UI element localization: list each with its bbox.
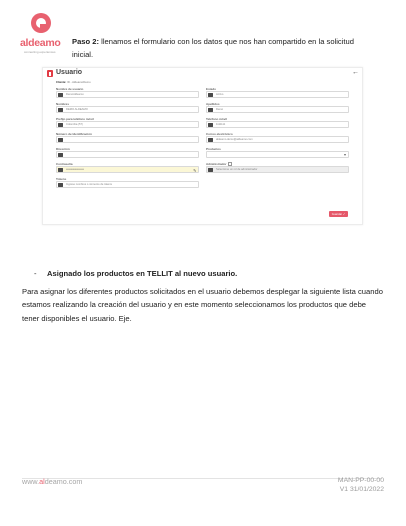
breadcrumb xyxy=(56,80,91,84)
email-label: Correo electrónico xyxy=(206,132,233,136)
step-paragraph xyxy=(72,35,372,61)
first-name-label: Nombres xyxy=(56,102,70,106)
first-name-field[interactable] xyxy=(56,106,199,113)
id-number-field[interactable] xyxy=(56,136,199,143)
breadcrumb-value: ID - AldeamoDemo xyxy=(67,80,91,84)
last-name-label: Apellidos xyxy=(206,102,220,106)
phone-prefix-value: Colombia (57) xyxy=(66,123,83,127)
products-label: Productos xyxy=(206,147,221,151)
tokens-value: Ingrese nombres o números de tokens xyxy=(66,183,113,187)
username-label: Nombre de usuario xyxy=(56,87,84,91)
status-label: Estado xyxy=(206,87,217,91)
user-icon xyxy=(208,108,213,113)
footer-url-post: deamo.com xyxy=(44,477,83,486)
user-icon xyxy=(47,70,53,77)
doc-code: MAN-PP-00-00 xyxy=(337,477,384,484)
location-icon xyxy=(58,153,63,158)
user-icon xyxy=(208,168,213,173)
first-name-value: DEMO ALDEAMO xyxy=(66,108,88,112)
body-paragraph: Para asignar los diferentes productos solicitados en el usuario debemos desplegar la siguiente lista cuando estamos realizando la creación del usuario y en este momento seleccionamos los productos que debe tener disponibles el usuario. Eje. xyxy=(22,287,383,323)
status-value: Activo xyxy=(216,93,224,97)
phone-icon xyxy=(58,123,63,128)
step-label: Paso 2: xyxy=(72,37,100,46)
form-header xyxy=(43,68,364,79)
password-value: ••••••••••••••••••• xyxy=(66,168,84,172)
token-icon xyxy=(58,183,63,188)
email-value: aldeamo.demo@aldeamo.com xyxy=(216,138,253,142)
step-text: llenamos el formulario con los datos que nos han compartido en la solicitud inicial. xyxy=(72,37,354,59)
bullet-dash: - xyxy=(34,269,37,278)
admin-role-select[interactable] xyxy=(206,166,349,173)
phone-prefix-label: Prefijo para teléfono móvil xyxy=(56,117,94,121)
mail-icon xyxy=(208,138,213,143)
username-field[interactable] xyxy=(56,91,199,98)
last-name-field[interactable] xyxy=(206,106,349,113)
status-field[interactable] xyxy=(206,91,349,98)
logo-word: aldeamo xyxy=(20,37,61,49)
footer-url-brand: al xyxy=(39,477,45,486)
form-title: Usuario xyxy=(56,69,83,76)
toggle-icon xyxy=(208,93,213,98)
password-field[interactable] xyxy=(56,166,199,173)
logo-tagline: connecting experiences xyxy=(24,50,56,54)
doc-version: V1 31/01/2022 xyxy=(339,485,384,493)
chevron-down-icon: ▾ xyxy=(343,152,346,158)
admin-role-value: Seleccione un rol de administrador xyxy=(216,168,258,172)
id-number-label: Número de Identificación xyxy=(56,132,92,136)
form-screenshot xyxy=(42,67,363,225)
username-value: DemoAldeamo xyxy=(66,93,84,97)
password-label: Contraseña xyxy=(56,162,73,166)
address-field[interactable] xyxy=(56,151,199,158)
breadcrumb-label: Cliente: xyxy=(56,80,67,84)
pencil-icon[interactable]: ✎ xyxy=(193,167,197,173)
save-button[interactable]: Guardar ✓ xyxy=(329,211,348,217)
address-label: Dirección xyxy=(56,147,70,151)
aldeamo-logo xyxy=(20,13,64,53)
mobile-value: 1111111 xyxy=(216,123,226,127)
footer-doc-code xyxy=(330,477,384,494)
bullet-text: Asignado los productos en TELLIT al nuevo usuario. xyxy=(47,269,238,278)
admin-label: Administrador xyxy=(206,162,227,166)
phone-icon xyxy=(208,123,213,128)
tokens-label: Tokens xyxy=(56,177,67,181)
products-select[interactable] xyxy=(206,151,349,158)
last-name-value: Demo xyxy=(216,108,224,112)
logo-mark-icon xyxy=(31,13,51,33)
key-icon xyxy=(58,168,63,173)
footer-url[interactable] xyxy=(22,477,82,486)
admin-checkbox[interactable] xyxy=(228,162,232,166)
phone-prefix-field[interactable] xyxy=(56,121,199,128)
tokens-field[interactable] xyxy=(56,181,199,188)
user-icon xyxy=(58,108,63,113)
id-card-icon xyxy=(58,138,63,143)
back-arrow-icon[interactable]: ← xyxy=(352,69,359,76)
footer-url-pre: www. xyxy=(22,477,40,486)
mobile-label: Teléfono móvil xyxy=(206,117,227,121)
mobile-field[interactable] xyxy=(206,121,349,128)
user-icon xyxy=(58,93,63,98)
email-field[interactable] xyxy=(206,136,349,143)
